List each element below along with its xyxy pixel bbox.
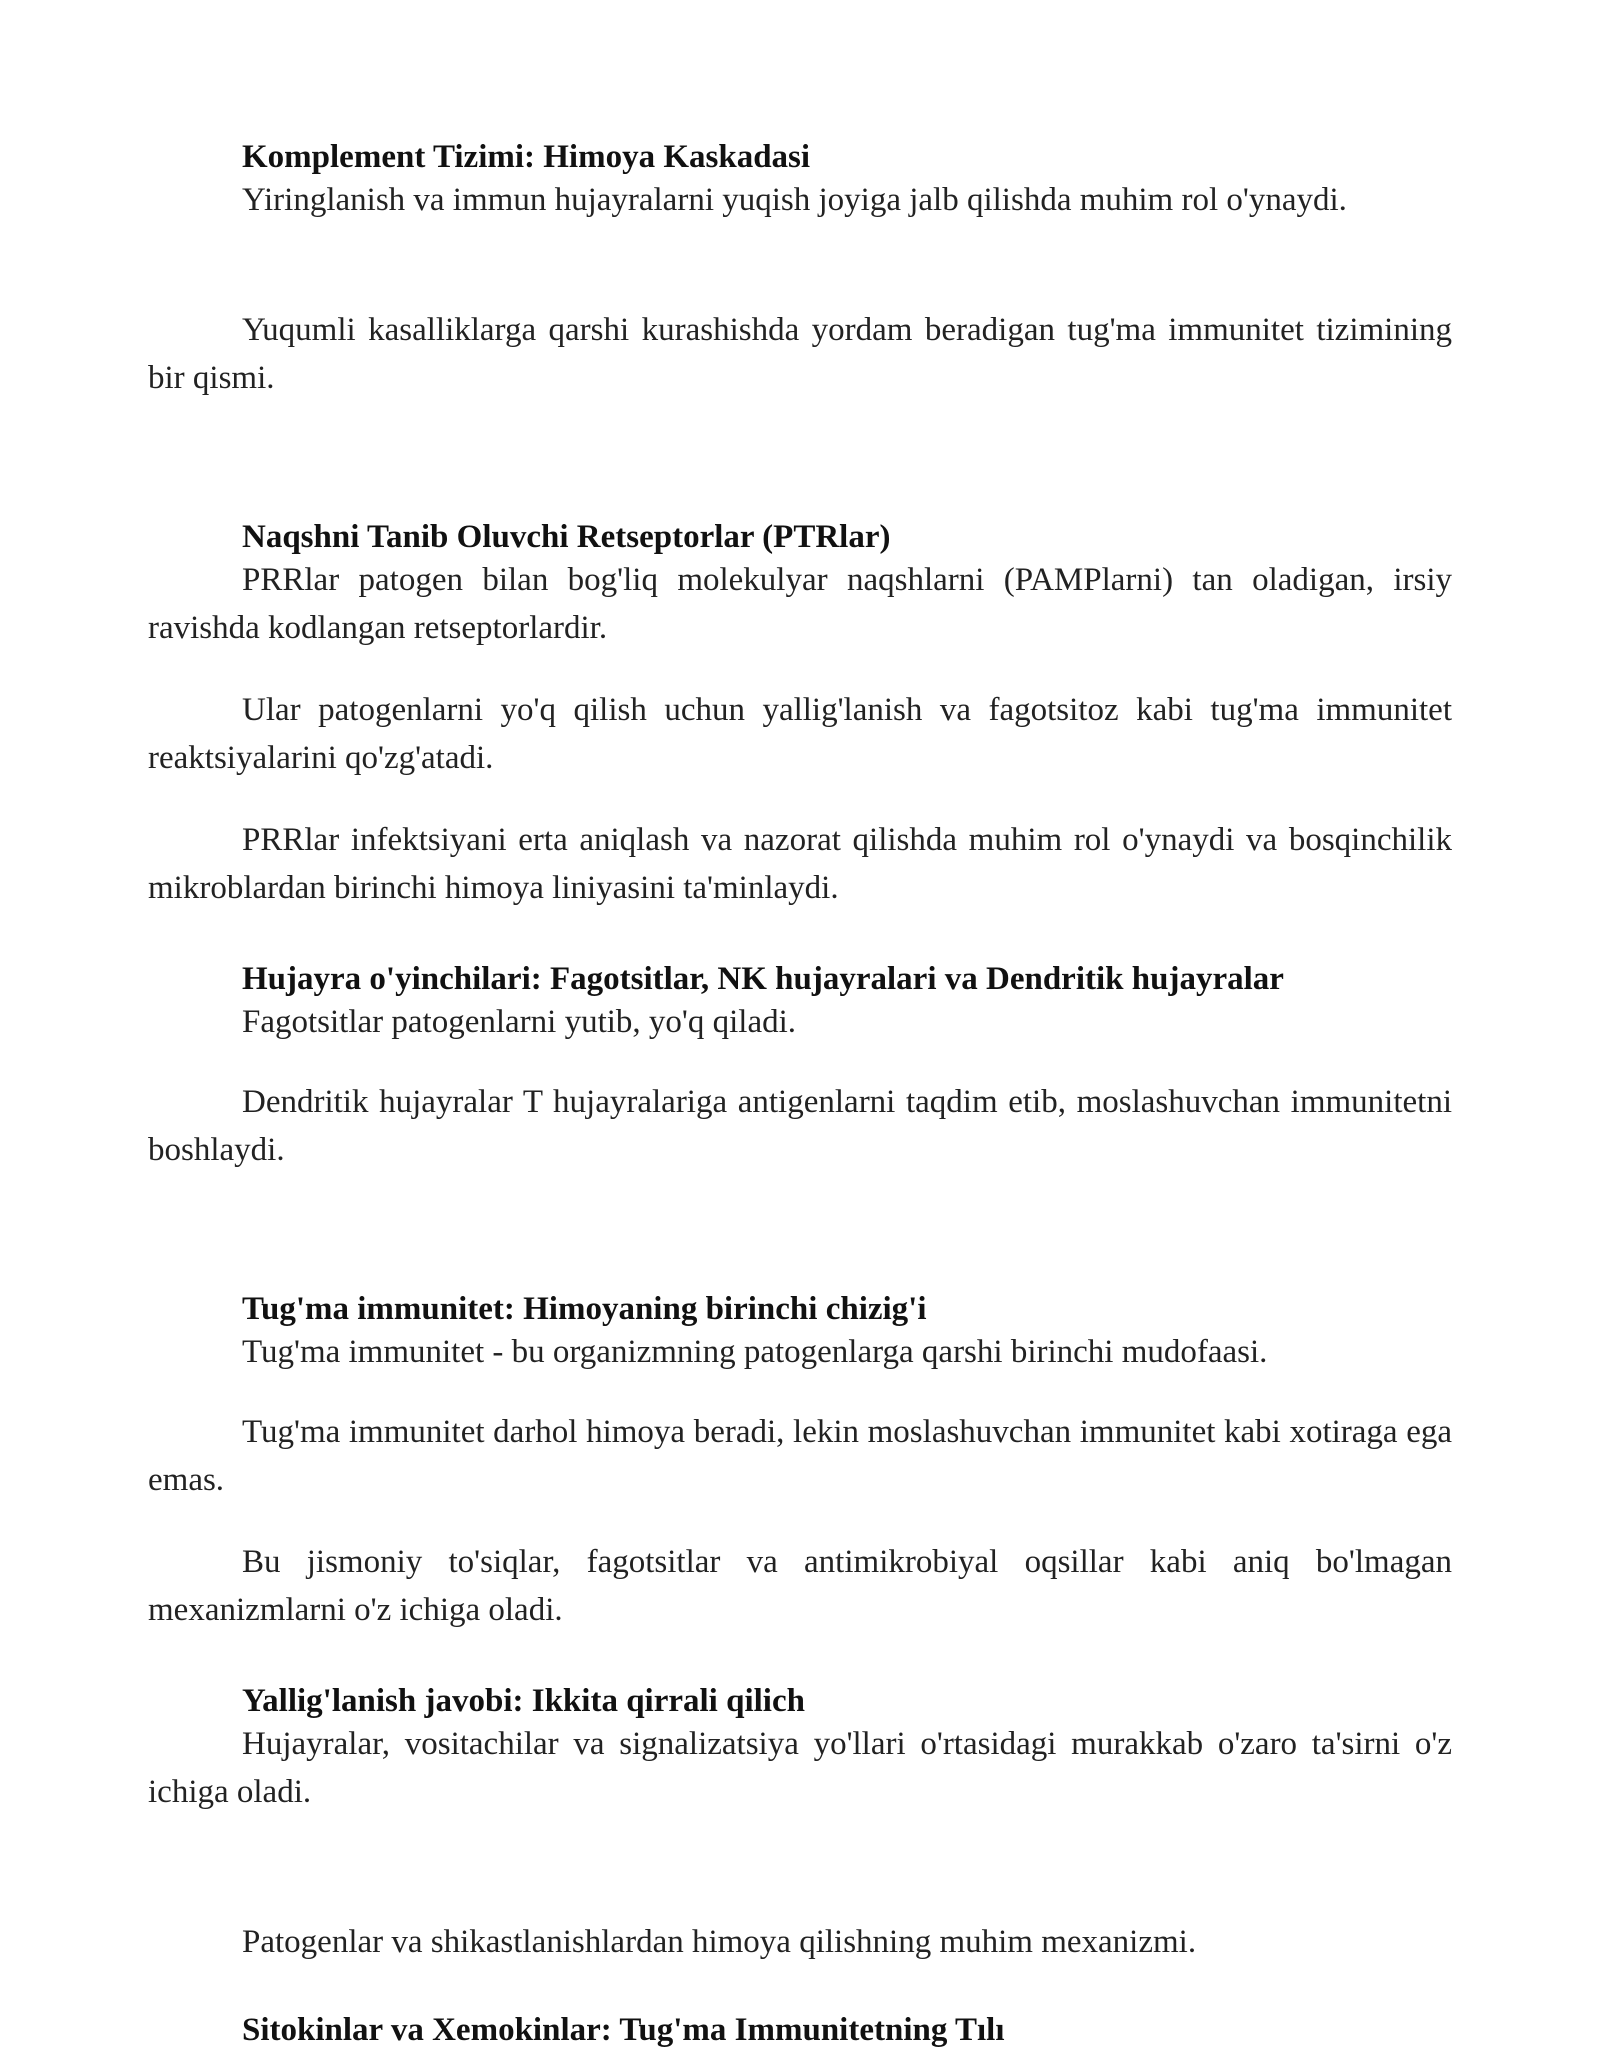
paragraph: Bu jismoniy to'siqlar, fagotsitlar va antimikrobiyal oqsillar kabi aniq bo'lmagan mexanizmlarni o'z ichiga oladi.	[148, 1544, 1452, 1628]
section-heading: Tug'ma immunitet: Himoyaning birinchi chizig'i	[242, 1291, 927, 1327]
paragraph: Hujayralar, vositachilar va signalizatsiya yo'llari o'rtasidagi murakkab o'zaro ta'sirni o'z ichiga oladi.	[148, 1726, 1452, 1810]
section-heading: Yallig'lanish javobi: Ikkita qirrali qilich	[242, 1683, 805, 1719]
paragraph: Tug'ma immunitet darhol himoya beradi, lekin moslashuvchan immunitet kabi xotiraga ega emas.	[148, 1414, 1452, 1498]
paragraph: Yuqumli kasalliklarga qarshi kurashishda yordam beradigan tug'ma immunitet tizimining bir qismi.	[148, 312, 1452, 396]
paragraph: Fagotsitlar patogenlarni yutib, yo'q qiladi.	[242, 1004, 797, 1040]
section-heading: Komplement Tizimi: Himoya Kaskadasi	[242, 139, 811, 175]
paragraph: Ular patogenlarni yo'q qilish uchun yallig'lanish va fagotsitoz kabi tug'ma immunitet reaktsiyalarini qo'zg'atadi.	[148, 692, 1452, 776]
paragraph: Yiringlanish va immun hujayralarni yuqish joyiga jalb qilishda muhim rol o'ynaydi.	[242, 182, 1347, 218]
paragraph: PRRlar infektsiyani erta aniqlash va nazorat qilishda muhim rol o'ynaydi va bosqinchilik mikroblardan birinchi himoya liniyasini ta'minlaydi.	[148, 822, 1452, 906]
paragraph: Patogenlar va shikastlanishlardan himoya qilishning muhim mexanizmi.	[242, 1924, 1197, 1960]
paragraph: Dendritik hujayralar T hujayralariga antigenlarni taqdim etib, moslashuvchan immunitetni boshlaydi.	[148, 1084, 1452, 1168]
section-heading: Sitokinlar va Xemokinlar: Tug'ma Immunitetning Tılı	[242, 2012, 1005, 2048]
section-heading: Naqshni Tanib Oluvchi Retseptorlar (PTRlar)	[242, 519, 891, 555]
paragraph: Tug'ma immunitet - bu organizmning patogenlarga qarshi birinchi mudofaasi.	[242, 1334, 1268, 1370]
section-heading: Hujayra o'yinchilari: Fagotsitlar, NK hujayralari va Dendritik hujayralar	[242, 961, 1284, 997]
paragraph: PRRlar patogen bilan bog'liq molekulyar naqshlarni (PAMPlarni) tan oladigan, irsiy ravishda kodlangan retseptorlardir.	[148, 562, 1452, 646]
